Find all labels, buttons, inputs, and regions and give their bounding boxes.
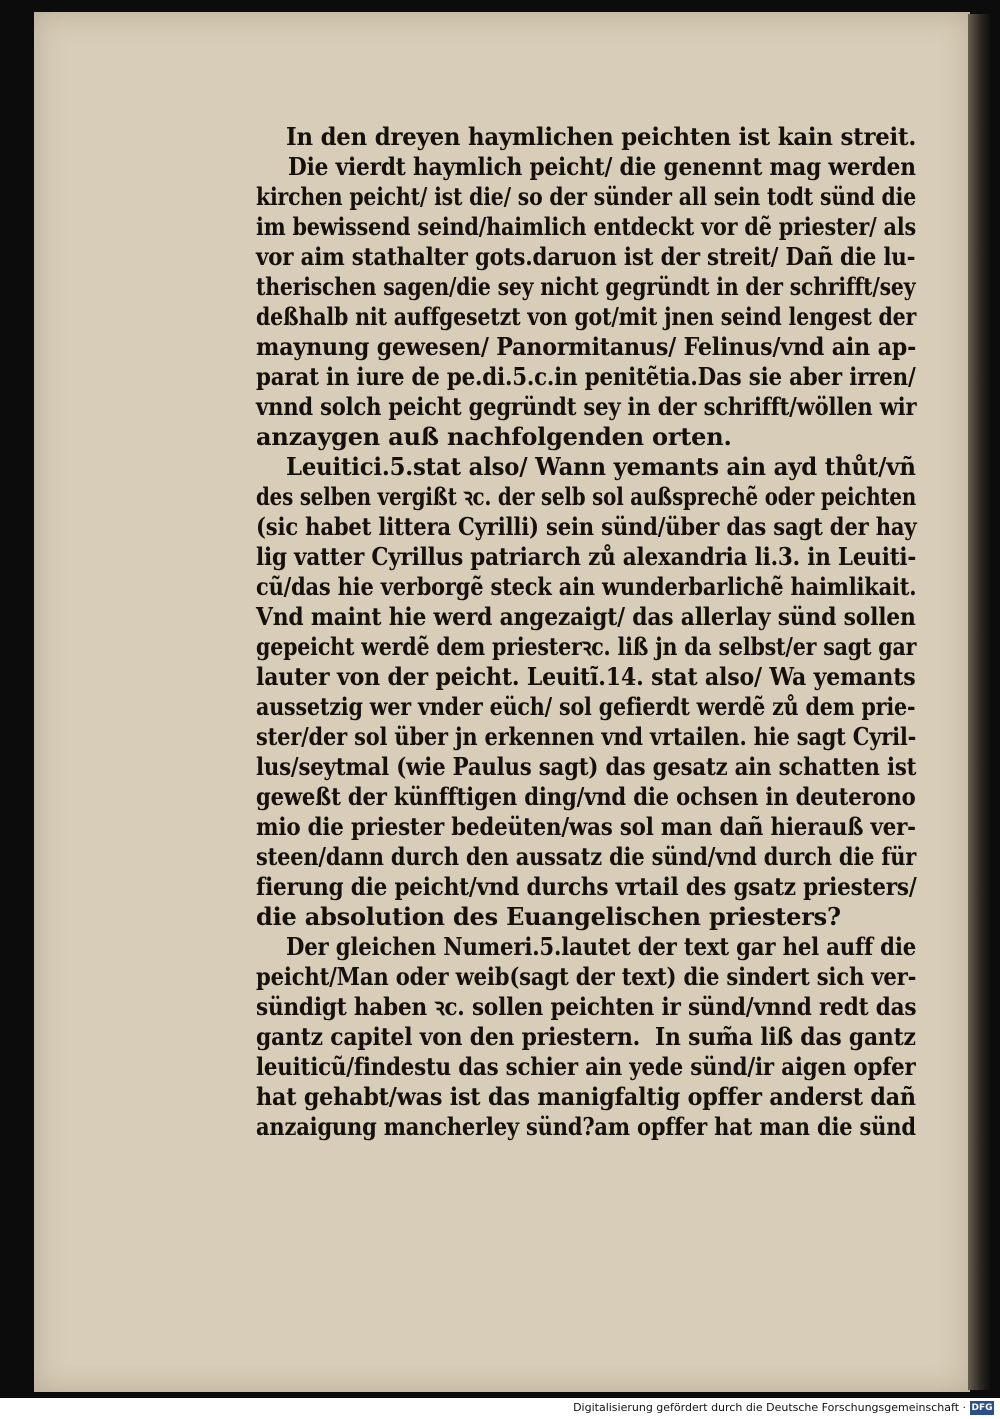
text-line: hat gehabt/was ist das manigfaltig opffer anderst dañ bbox=[256, 1082, 916, 1111]
text-line: die absolution des Euangelischen priesters? bbox=[256, 902, 841, 931]
text-line: im bewissend seind/haimlich entdeckt vor dẽ priester/ als bbox=[256, 212, 916, 241]
text-line: maynung gewesen/ Panormitanus/ Felinus/vnd ain ap- bbox=[256, 332, 917, 361]
footer-bar bbox=[0, 1398, 1000, 1419]
text-line: lus/seytmal (wie Paulus sagt) das gesatz ain schatten ist bbox=[256, 752, 917, 781]
text-line: leuiticũ/findestu das schier ain yede sünd/ir aigen opfer bbox=[256, 1052, 916, 1081]
text-line: fierung die peicht/vnd durchs vrtail des gsatz priesters/ bbox=[256, 872, 917, 901]
text-line: deßhalb nit auffgesetzt von got/mit jnen seind lengest der bbox=[256, 302, 917, 331]
text-line: sündigt haben ꝛc. sollen peichten ir sünd/vnnd redt das bbox=[256, 992, 917, 1021]
text-line: Die vierdt haymlich peicht/ die genennt mag werden bbox=[288, 152, 916, 181]
text-line: cũ/das hie verborgẽ steck ain wunderbarlichẽ haimlikait. bbox=[256, 572, 917, 601]
text-line: lauter von der peicht. Leuitĩ.14. stat also/ Wa yemants bbox=[256, 662, 916, 691]
text-line: vor aim stathalter gots.daruon ist der streit/ Dañ die lu- bbox=[256, 242, 916, 271]
text-line: (sic habet littera Cyrilli) sein sünd/über das sagt der hay bbox=[256, 512, 917, 541]
page-edge bbox=[968, 14, 990, 1390]
text-line: Vnd maint hie werd angezaigt/ das allerlay sünd sollen bbox=[256, 602, 916, 631]
text-line: mio die priester bedeüten/was sol man dañ hierauß ver- bbox=[256, 812, 916, 841]
text-line: therischen sagen/die sey nicht gegründt in der schrifft/sey bbox=[256, 272, 916, 301]
text-line: Leuitici.5.stat also/ Wann yemants ain ayd thůt/vñ bbox=[286, 452, 916, 481]
text-line: aussetzig wer vnder eüch/ sol gefierdt werdẽ zů dem prie- bbox=[256, 692, 916, 721]
text-line: steen/dann durch den aussatz die sünd/vnd durch die für bbox=[256, 842, 917, 871]
text-line: anzaygen auß nachfolgenden orten. bbox=[256, 422, 732, 451]
text-line: parat in iure de pe.di.5.c.in penitẽtia.Das sie aber irren/ bbox=[256, 362, 916, 391]
text-line: gantz capitel von den priestern. In sum̃a liß das gantz bbox=[256, 1022, 916, 1051]
text-line: ster/der sol über jn erkennen vnd vrtailen. hie sagt Cyril- bbox=[256, 722, 917, 751]
text-line: peicht/Man oder weib(sagt der text) die sindert sich ver- bbox=[256, 962, 917, 991]
text-line: vnnd solch peicht gegründt sey in der schrifft/wöllen wir bbox=[256, 392, 917, 421]
dfg-logo-icon: DFG bbox=[971, 1403, 993, 1413]
text-line: gepeicht werdẽ dem priesterꝛc. liß jn da selbst/er sagt gar bbox=[256, 632, 917, 661]
text-line: anzaigung mancherley sünd?am opffer hat man die sünd bbox=[256, 1112, 916, 1141]
text-line: des selben vergißt ꝛc. der selb sol außsprechẽ oder peichten bbox=[256, 482, 917, 511]
text-line: kirchen peicht/ ist die/ so der sünder all sein todt sünd die bbox=[256, 182, 917, 211]
text-line: In den dreyen haymlichen peichten ist kain streit. bbox=[286, 122, 917, 151]
text-line: geweßt der künfftigen ding/vnd die ochsen in deuterono bbox=[256, 782, 916, 811]
text-line: Der gleichen Numeri.5.lautet der text gar hel auff die bbox=[286, 932, 917, 961]
text-line: lig vatter Cyrillus patriarch zů alexandria li.3. in Leuiti- bbox=[256, 542, 917, 571]
funding-credit: Digitalisierung gefördert durch die Deutsche Forschungsgemeinschaft · bbox=[573, 1401, 966, 1414]
